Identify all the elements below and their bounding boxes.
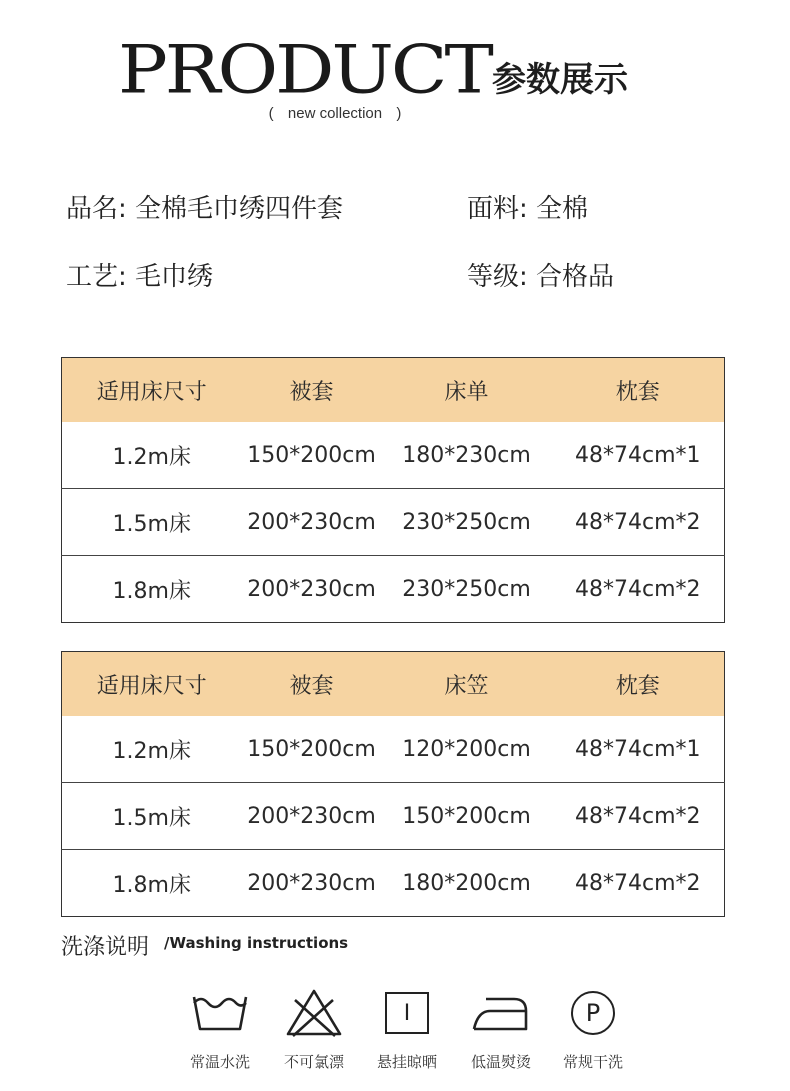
care-item-hang — [357, 985, 457, 1072]
info-fabric-value: 全棉 — [536, 194, 589, 224]
info-craft — [66, 256, 213, 293]
wash-tub-icon — [190, 991, 250, 1035]
size-table-fitted — [61, 651, 725, 917]
care-label: 不可氯漂 — [283, 1053, 344, 1071]
info-craft-value: 毛巾绣 — [135, 262, 214, 292]
dry-clean-p-icon — [571, 991, 615, 1035]
subtitle-open-paren: ( — [268, 105, 274, 122]
table-cell: 150*200cm — [247, 736, 376, 762]
header — [0, 0, 790, 140]
table-cell: 1.2m床 — [112, 444, 191, 470]
table-header-row — [62, 652, 725, 717]
care-item-dryclean — [543, 985, 643, 1072]
table-row — [62, 489, 725, 556]
no-bleach-icon — [285, 988, 343, 1038]
table-header-cell: 床笠 — [382, 652, 552, 717]
table-cell: 200*230cm — [242, 783, 382, 850]
care-label: 常规干洗 — [562, 1053, 623, 1071]
care-label: 常温水洗 — [189, 1053, 250, 1071]
care-item-iron — [451, 985, 551, 1072]
page-title: PRODUCT — [118, 31, 491, 109]
info-craft-label: 工艺: — [66, 262, 127, 292]
info-fabric-label: 面料: — [467, 194, 528, 224]
hang-mark: I — [403, 1000, 411, 1026]
subtitle-close-paren: ) — [396, 105, 402, 122]
table-cell: 200*230cm — [242, 850, 382, 917]
table-cell: 1.5m床 — [62, 783, 242, 850]
table-row — [62, 783, 725, 850]
table-cell: 180*230cm — [402, 442, 531, 468]
page-title-cn: 参数展示 — [492, 60, 628, 100]
table-cell: 1.8m床 — [62, 850, 242, 917]
info-grade-value: 合格品 — [536, 262, 615, 292]
subtitle — [0, 104, 790, 122]
table-cell: 150*200cm — [382, 783, 552, 850]
info-name — [66, 188, 343, 225]
info-fabric — [467, 188, 588, 225]
table-header-row — [62, 358, 725, 423]
washing-subtitle: /Washing instructions — [164, 934, 349, 952]
table-cell: 1.8m床 — [62, 556, 242, 623]
washing-title: 洗涤说明 — [61, 935, 150, 960]
dry-clean-letter: P — [585, 999, 601, 1027]
table-row — [62, 556, 725, 623]
table-cell: 180*200cm — [382, 850, 552, 917]
care-item-bleach — [264, 985, 364, 1072]
table-header-cell: 枕套 — [552, 358, 725, 423]
info-grade — [467, 256, 614, 293]
table-row — [62, 422, 725, 489]
table-cell: 48*74cm*2 — [552, 556, 725, 623]
table-cell: 48*74cm*2 — [552, 489, 725, 556]
table-cell: 200*230cm — [242, 489, 382, 556]
table-header-cell: 适用床尺寸 — [62, 652, 242, 717]
table-header-cell: 适用床尺寸 — [62, 358, 242, 423]
care-label: 悬挂晾晒 — [376, 1053, 437, 1071]
table-cell: 48*74cm*1 — [574, 442, 701, 468]
size-table-sheet — [61, 357, 725, 623]
table-header-cell: 枕套 — [552, 652, 725, 717]
subtitle-text: new collection — [287, 105, 383, 122]
info-name-value: 全棉毛巾绣四件套 — [135, 194, 344, 224]
table-cell: 150*200cm — [247, 442, 376, 468]
hang-dry-icon — [385, 992, 429, 1034]
care-label: 低温熨烫 — [470, 1053, 531, 1071]
table-cell: 200*230cm — [242, 556, 382, 623]
table-header-cell: 床单 — [382, 358, 552, 423]
table-row — [62, 850, 725, 917]
info-name-label: 品名: — [66, 194, 127, 224]
table-cell: 1.2m床 — [112, 738, 191, 764]
info-grade-label: 等级: — [467, 262, 528, 292]
table-cell: 120*200cm — [402, 736, 531, 762]
table-cell: 48*74cm*1 — [574, 736, 701, 762]
table-header-cell: 被套 — [242, 358, 382, 423]
care-item-wash — [170, 985, 270, 1072]
table-cell: 1.5m床 — [62, 489, 242, 556]
table-row — [62, 716, 725, 783]
table-cell: 230*250cm — [382, 489, 552, 556]
table-cell: 230*250cm — [382, 556, 552, 623]
table-header-cell: 被套 — [242, 652, 382, 717]
table-cell: 48*74cm*2 — [552, 850, 725, 917]
table-cell: 48*74cm*2 — [552, 783, 725, 850]
low-iron-icon — [470, 991, 532, 1035]
